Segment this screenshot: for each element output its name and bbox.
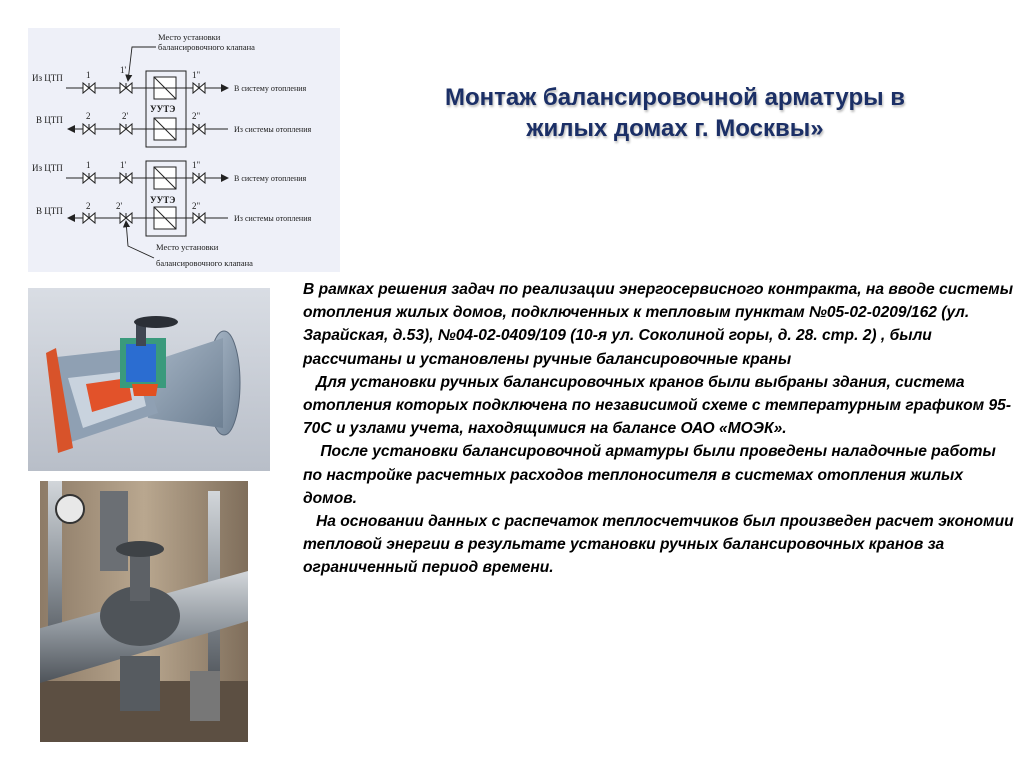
svg-text:1": 1" xyxy=(192,160,201,170)
body-paragraph-1: В рамках решения задач по реализации энергосервисного контракта, на вводе системы отопления жилых домов, подключенных к тепловым пунктам №05-02-0209/162 (ул. Зарайская, д.53), №04-02-0409/109 (10-я ул. Соколиной горы, д. 28. стр. 2) , были рассчитаны и установлены ручные балансировочные краны xyxy=(303,281,1018,368)
svg-text:В систему отопления: В систему отопления xyxy=(234,84,307,93)
uute-label-bottom: УУТЭ xyxy=(150,195,176,205)
title-line-2: жилых домах г. Москвы» xyxy=(526,115,824,142)
svg-text:Из системы отопления: Из системы отопления xyxy=(234,214,312,223)
svg-text:2: 2 xyxy=(86,201,91,211)
svg-text:Из ЦТП: Из ЦТП xyxy=(32,73,63,83)
note-bottom-line1: Место установки xyxy=(156,242,219,252)
svg-text:1': 1' xyxy=(120,65,127,75)
svg-text:2: 2 xyxy=(86,111,91,121)
svg-text:В ЦТП: В ЦТП xyxy=(36,206,63,216)
valve-cutaway-image xyxy=(28,288,270,471)
svg-text:2': 2' xyxy=(122,111,129,121)
svg-text:Из ЦТП: Из ЦТП xyxy=(32,163,63,173)
svg-text:2": 2" xyxy=(192,111,201,121)
body-paragraph-3: После установки балансировочной арматуры были проведены наладочные работы по настройке расчетных расходов теплоносителя в системах отопления жилых домов. xyxy=(303,443,1001,507)
svg-text:Из системы отопления: Из системы отопления xyxy=(234,125,312,134)
svg-text:1: 1 xyxy=(86,160,91,170)
svg-text:В ЦТП: В ЦТП xyxy=(36,115,63,125)
svg-text:В систему отопления: В систему отопления xyxy=(234,174,307,183)
balancing-valve-scheme xyxy=(28,28,340,272)
installed-valve-photo xyxy=(40,481,248,742)
note-top-line1: Место установки xyxy=(158,32,221,42)
note-bottom-line2: балансировочного клапана xyxy=(156,258,253,268)
svg-text:1": 1" xyxy=(192,70,201,80)
title-line-1: Монтаж балансировочной арматуры в xyxy=(444,84,906,111)
scheme-diagram xyxy=(28,28,340,272)
uute-label-top: УУТЭ xyxy=(150,104,176,114)
body-text xyxy=(303,278,1018,580)
svg-text:2": 2" xyxy=(192,201,201,211)
svg-text:1: 1 xyxy=(86,70,91,80)
svg-text:1': 1' xyxy=(120,160,127,170)
body-paragraph-4: На основании данных с распечаток теплосчетчиков был произведен расчет экономии тепловой энергии в результате установки ручных балансировочных кранов за ограниченный период времени. xyxy=(303,513,1018,577)
body-paragraph-2: Для установки ручных балансировочных кранов были выбраны здания, система отопления которых подключена по независимой схеме с температурным графиком 95-70С и узлами учета, находящимися на балансе ОАО «МОЭК». xyxy=(303,373,1012,438)
svg-text:2': 2' xyxy=(116,201,123,211)
note-top-line2: балансировочного клапана xyxy=(158,42,255,52)
slide-title xyxy=(380,82,970,144)
